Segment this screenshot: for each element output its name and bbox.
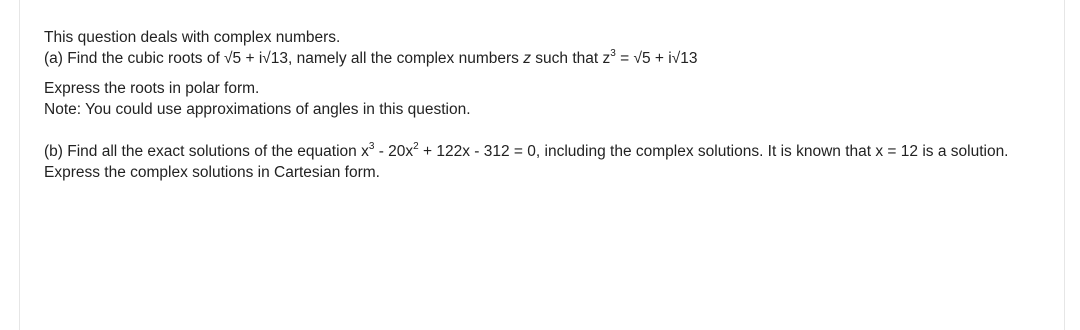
part-a-text-start: (a) Find the cubic roots of √5 + i√13, namely all the complex numbers bbox=[44, 50, 524, 67]
intro-text: This question deals with complex numbers. bbox=[44, 29, 341, 46]
part-a-text-end: = √5 + i√13 bbox=[615, 50, 698, 67]
part-b-question bbox=[44, 141, 1019, 162]
part-b-instruction: Express the complex solutions in Cartesian form. bbox=[44, 164, 380, 181]
part-b-text-3: + 122x - 312 = 0, including the complex solutions. It is known that x = 12 is a solution. bbox=[418, 143, 1009, 160]
part-a-note: Note: You could use approximations of angles in this question. bbox=[44, 101, 471, 118]
part-a-variable: z bbox=[523, 50, 531, 67]
part-a-instruction: Express the roots in polar form. bbox=[44, 80, 260, 97]
part-a-question bbox=[44, 48, 1019, 69]
part-b-exponent-2: 2 bbox=[413, 140, 419, 152]
part-a-exponent: 3 bbox=[610, 47, 616, 59]
part-a-text-mid: such that z bbox=[530, 50, 611, 67]
part-b-exponent-1: 3 bbox=[368, 140, 375, 152]
part-b-text-1: (b) Find all the exact solutions of the equation x bbox=[44, 143, 369, 160]
question-content bbox=[44, 27, 1019, 183]
part-b-text-2: - 20x bbox=[374, 143, 414, 160]
